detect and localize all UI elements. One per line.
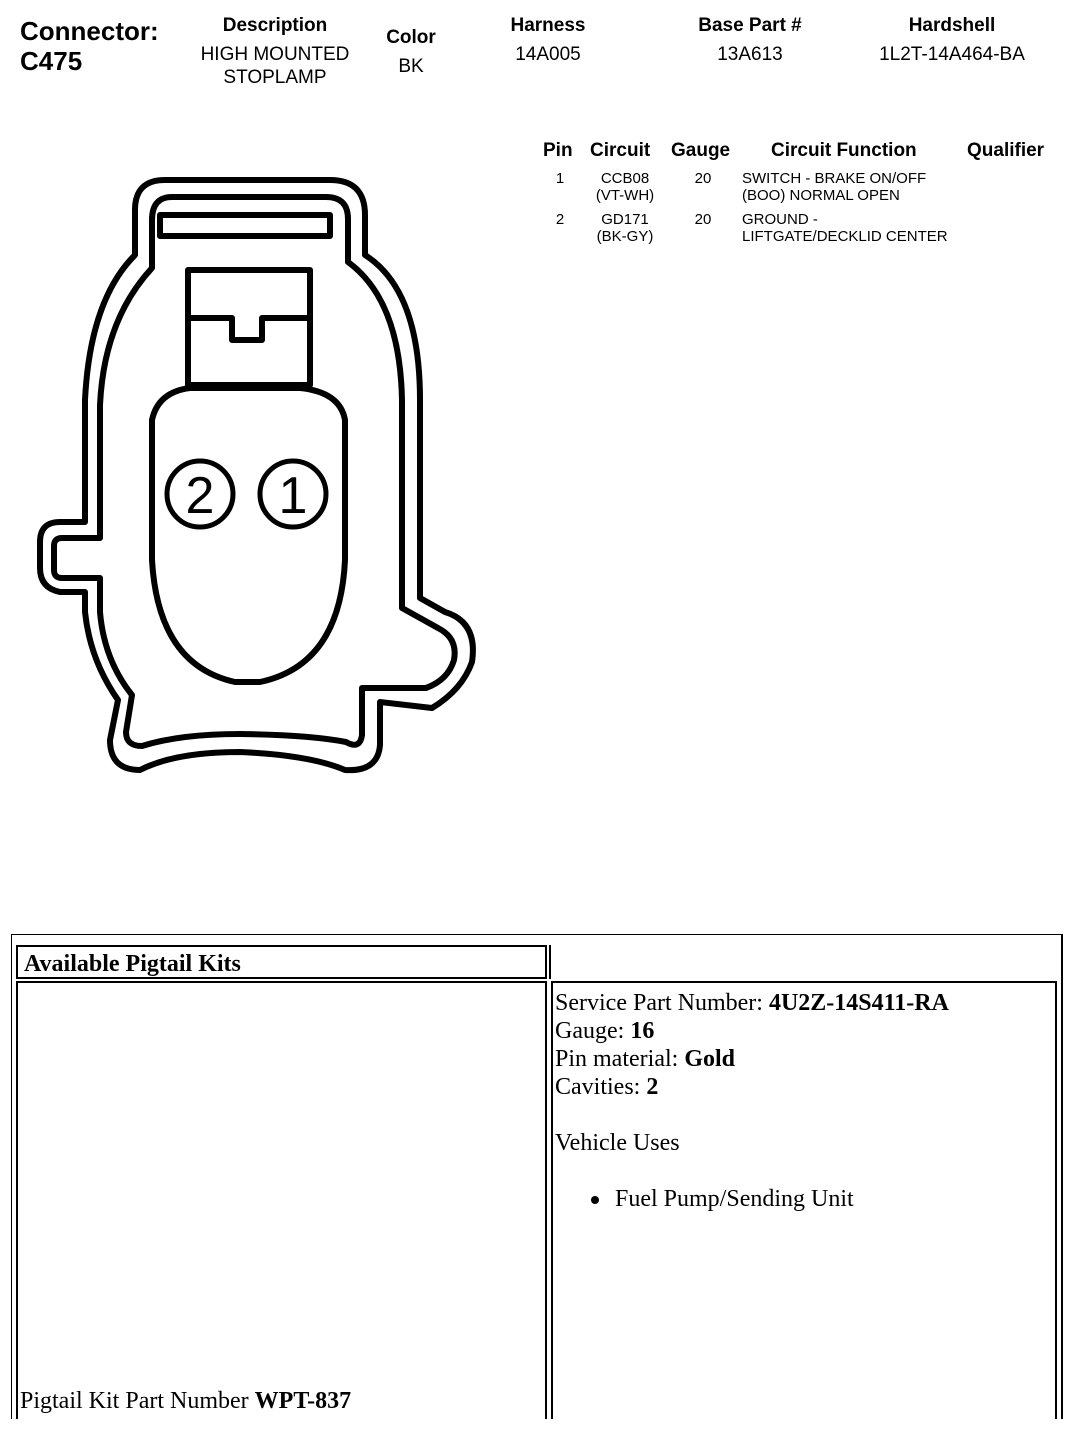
pigtail-title-spacer xyxy=(549,945,1059,979)
vehicle-uses-list xyxy=(555,1185,1053,1213)
function-line-1: GROUND - xyxy=(742,211,818,228)
pin-number: 2 xyxy=(555,211,565,228)
base-part-column xyxy=(670,14,830,66)
service-part-label: Service Part Number: xyxy=(555,990,763,1016)
pin-label-1: 1 xyxy=(278,467,308,525)
pigtail-kits-title: Available Pigtail Kits xyxy=(24,951,241,977)
hardshell-value: 1L2T-14A464-BA xyxy=(879,44,1025,65)
color-heading: Color xyxy=(386,27,436,48)
base-part-value: 13A613 xyxy=(717,44,783,65)
circuit-function-header: Circuit Function xyxy=(771,140,917,161)
vehicle-uses-heading: Vehicle Uses xyxy=(555,1130,680,1156)
pin-label-2: 2 xyxy=(185,467,215,525)
hardshell-column xyxy=(862,14,1042,66)
gauge-label: Gauge: xyxy=(555,1018,625,1044)
connector-face-diagram xyxy=(0,0,520,800)
service-part-line xyxy=(555,989,1053,1017)
function-line-1: SWITCH - BRAKE ON/OFF xyxy=(742,170,927,187)
service-part-cell xyxy=(551,981,1057,1419)
function-cell xyxy=(742,211,948,245)
gauge-cell: 20 xyxy=(694,211,712,228)
cavities-value: 2 xyxy=(646,1074,659,1100)
color-value: BK xyxy=(398,56,424,77)
service-part-value: 4U2Z-14S411-RA xyxy=(768,990,949,1016)
function-line-2: (BOO) NORMAL OPEN xyxy=(742,187,900,204)
cavities-label: Cavities: xyxy=(555,1074,641,1100)
service-part-details xyxy=(553,983,1055,1219)
description-line-1: HIGH MOUNTED xyxy=(200,44,350,65)
pin-number: 1 xyxy=(555,170,565,187)
qualifier-header: Qualifier xyxy=(967,140,1045,161)
pigtail-kit-number: WPT-837 xyxy=(254,1388,352,1414)
circuit-color: (VT-WH) xyxy=(595,187,655,204)
gauge-line xyxy=(555,1017,1053,1045)
vehicle-use-item: Fuel Pump/Sending Unit xyxy=(555,1185,1053,1213)
harness-value: 14A005 xyxy=(515,44,581,65)
gauge-cell: 20 xyxy=(694,170,712,187)
latch-key xyxy=(188,318,310,340)
gauge-value: 16 xyxy=(630,1018,655,1044)
circuit-header: Circuit xyxy=(590,140,651,161)
pigtail-kit-cell xyxy=(16,981,547,1419)
pigtail-kit-label: Pigtail Kit Part Number xyxy=(20,1388,249,1414)
pigtail-title-cell xyxy=(16,945,547,979)
description-heading: Description xyxy=(222,15,328,36)
function-cell xyxy=(742,170,926,204)
connector-label: Connector: xyxy=(20,16,159,46)
pigtail-kit-number-line xyxy=(20,1388,351,1415)
circuit-color: (BK-GY) xyxy=(596,228,654,245)
pin-material-line xyxy=(555,1045,1053,1073)
description-line-2: STOPLAMP xyxy=(223,67,327,88)
circuit-cell xyxy=(585,211,665,245)
hardshell-heading: Hardshell xyxy=(908,15,996,36)
cavity-body xyxy=(152,388,345,682)
circuit-id: CCB08 xyxy=(600,170,650,187)
pin-table xyxy=(530,140,1060,250)
gauge-header: Gauge xyxy=(671,140,731,161)
cavities-line xyxy=(555,1073,1053,1101)
pin-material-value: Gold xyxy=(684,1046,735,1072)
circuit-id: GD171 xyxy=(601,211,649,228)
circuit-cell xyxy=(585,170,665,204)
pin-header: Pin xyxy=(543,140,573,161)
base-part-heading: Base Part # xyxy=(698,15,802,36)
function-line-2: LIFTGATE/DECKLID CENTER xyxy=(742,228,948,245)
pin-material-label: Pin material: xyxy=(555,1046,679,1072)
latch-body xyxy=(188,270,310,385)
latch-tab xyxy=(160,215,330,236)
harness-heading: Harness xyxy=(510,15,586,36)
connector-id: C475 xyxy=(20,46,83,76)
pigtail-section xyxy=(11,934,1063,1419)
